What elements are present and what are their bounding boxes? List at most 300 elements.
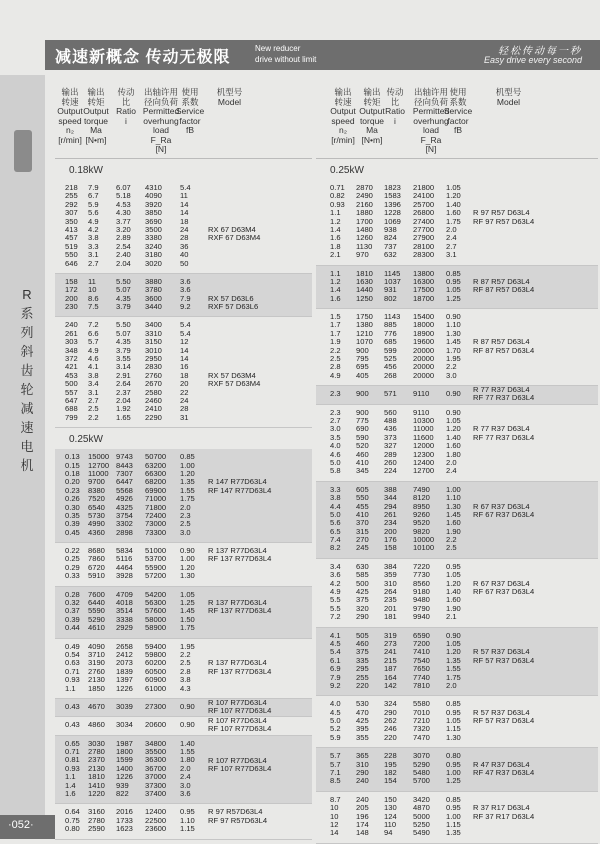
table-row: [316, 777, 598, 785]
header-cell-5: [443, 88, 473, 136]
table-cell: 3.3: [330, 484, 341, 494]
table-cell: 2760: [88, 666, 105, 676]
table-cell: 5.7: [330, 759, 341, 769]
table-cell: 3.6: [180, 789, 191, 799]
table-cell: 2.2: [330, 345, 341, 355]
table-cell: 2.7: [330, 415, 341, 425]
table-cell: 2.64: [116, 379, 131, 389]
table-cell: 20000: [413, 354, 435, 364]
table-cell: 410: [356, 457, 369, 467]
table-cell: 2412: [116, 649, 133, 659]
table-cell: 373: [384, 432, 397, 442]
model-label: R 67 R37 D63L4: [473, 501, 530, 511]
power-rating-label: 0.25kW: [330, 165, 364, 176]
table-cell: 5290: [413, 759, 430, 769]
table-cell: 1850: [88, 683, 105, 693]
table-cell: 0.35: [65, 510, 80, 520]
table-cell: 264: [384, 587, 397, 597]
model-label: RF 77 R37 D63L4: [473, 432, 535, 442]
table-cell: 1.05: [446, 183, 461, 192]
table-cell: 4.1: [330, 630, 341, 640]
table-cell: 18000: [413, 320, 435, 330]
table-cell: 57600: [145, 606, 167, 616]
table-cell: 1.40: [180, 738, 195, 748]
table-cell: 4670: [88, 701, 105, 711]
table-cell: 21800: [413, 183, 435, 192]
table-cell: 11000: [413, 424, 434, 434]
table-row: [55, 624, 312, 632]
table-cell: 1380: [356, 320, 373, 330]
table-cell: 500: [65, 379, 78, 389]
table-cell: 1.95: [446, 354, 461, 364]
table-cell: 1.20: [180, 468, 195, 478]
table-cell: 4.35: [116, 337, 131, 347]
table-cell: 20000: [413, 362, 435, 372]
model-label: RF 147 R77D63L4: [208, 485, 272, 495]
table-cell: 1.55: [446, 664, 461, 674]
table-cell: 20600: [145, 720, 167, 730]
table-cell: 690: [356, 424, 369, 434]
table-cell: 0.80: [446, 751, 461, 761]
table-cell: 54200: [145, 589, 167, 599]
table-cell: 1.6: [65, 789, 76, 799]
table-cell: 2.5: [446, 543, 457, 553]
table-cell: 3420: [413, 794, 430, 804]
header-line: 转速: [61, 96, 79, 107]
table-cell: 3780: [145, 285, 162, 295]
table-cell: 7307: [116, 468, 133, 478]
table-cell: 6.1: [330, 655, 341, 665]
table-row: [55, 303, 312, 311]
table-cell: 7540: [413, 655, 430, 665]
header-line: 机型号: [495, 87, 522, 97]
header-line: 使用: [181, 87, 199, 97]
header-line: 转速: [334, 96, 352, 107]
table-cell: 0.44: [65, 623, 80, 633]
header-line: 出轴许用: [143, 87, 178, 97]
table-cell: 3240: [145, 241, 162, 251]
table-cell: 350: [65, 216, 78, 226]
table-row: [316, 613, 598, 621]
table-cell: 270: [356, 535, 369, 545]
table-cell: 2.5: [180, 658, 191, 668]
table-cell: 7.9: [330, 672, 341, 682]
model-label: RF 97 R57D63L4: [208, 815, 268, 825]
table-cell: 4926: [116, 494, 133, 504]
table-cell: 4.3: [180, 683, 191, 693]
table-cell: 3928: [116, 571, 133, 581]
table-cell: 3.8: [330, 493, 341, 503]
table-cell: 1.45: [180, 606, 195, 616]
table-cell: 0.18: [65, 468, 80, 478]
table-group: [316, 266, 598, 310]
table-cell: 63200: [145, 460, 167, 470]
table-cell: 0.29: [65, 562, 80, 572]
table-cell: 2.3: [330, 407, 341, 417]
table-cell: 27300: [145, 701, 167, 711]
table-cell: 5590: [88, 606, 105, 616]
header-slogan-en: Easy drive every second: [483, 55, 582, 65]
table-cell: 1.10: [446, 493, 461, 503]
table-cell: 1.2: [330, 276, 341, 286]
header-line: Permitted: [142, 106, 180, 116]
table-cell: 520: [356, 441, 369, 451]
table-cell: 9180: [413, 587, 430, 597]
table-cell: 4.6: [88, 354, 99, 364]
table-cell: 5.4: [330, 647, 341, 657]
table-cell: 7.2: [330, 612, 341, 622]
table-cell: 8560: [413, 578, 430, 588]
header-line: [N•m]: [361, 134, 383, 145]
table-cell: 292: [65, 199, 78, 209]
table-cell: 5.4: [180, 328, 191, 338]
table-cell: 2.1: [330, 250, 341, 260]
header-line: overhung: [143, 115, 179, 126]
table-cell: 13800: [413, 268, 435, 278]
side-tab: [0, 75, 45, 815]
table-cell: 172: [65, 285, 78, 295]
table-cell: 1400: [116, 763, 133, 773]
table-cell: 7.5: [88, 302, 99, 312]
header-line: 使用: [449, 87, 467, 97]
header-line: overhung: [413, 115, 449, 126]
table-cell: 571: [384, 389, 397, 399]
model-label: RF 57 R37 D63L4: [473, 716, 535, 726]
table-cell: 0.54: [65, 649, 80, 659]
table-cell: 0.28: [65, 589, 80, 599]
table-cell: 15400: [413, 312, 435, 322]
table-cell: 0.71: [330, 183, 345, 192]
table-cell: 2780: [88, 815, 105, 825]
header-line: Ma: [90, 125, 102, 135]
table-cell: 1410: [88, 780, 105, 790]
table-cell: 0.30: [65, 502, 80, 512]
table-cell: 425: [356, 716, 369, 726]
table-cell: 4.4: [330, 501, 341, 511]
table-cell: 2.0: [180, 502, 191, 512]
table-cell: 66300: [145, 468, 167, 478]
table-cell: 3.8: [88, 370, 99, 380]
table-cell: 2460: [145, 395, 162, 405]
table-cell: 1.45: [446, 509, 461, 519]
table-cell: 0.43: [65, 720, 80, 730]
table-group: [55, 274, 312, 318]
table-cell: 0.93: [65, 675, 80, 685]
table-cell: 0.82: [330, 191, 345, 201]
table-cell: 20: [180, 379, 189, 389]
table-cell: 900: [356, 345, 369, 355]
table-cell: 1.35: [180, 477, 195, 487]
header-line: n₂: [338, 125, 348, 135]
table-cell: 261: [65, 328, 78, 338]
header-line: Output: [330, 106, 356, 116]
table-cell: 1800: [116, 747, 133, 757]
header-line: [N•m]: [85, 134, 107, 145]
table-cell: 560: [384, 407, 397, 417]
table-cell: 931: [384, 285, 397, 295]
table-column-right: [316, 88, 598, 844]
table-cell: 2490: [356, 191, 373, 201]
table-cell: 1.00: [446, 768, 461, 778]
table-cell: 4360: [88, 527, 105, 537]
table-cell: 3.79: [116, 345, 131, 355]
table-cell: 158: [65, 276, 78, 286]
table-cell: 3.20: [116, 224, 131, 234]
table-cell: 8.6: [88, 293, 99, 303]
table-cell: 1.9: [330, 337, 341, 347]
table-cell: 3600: [145, 293, 162, 303]
table-cell: 0.90: [446, 389, 461, 399]
table-cell: 453: [65, 370, 78, 380]
table-cell: 557: [65, 387, 78, 397]
table-cell: 5.07: [116, 328, 131, 338]
table-cell: 2590: [88, 824, 105, 834]
table-cell: 6.07: [116, 183, 131, 192]
model-label: R 137 R77D63L4: [208, 598, 267, 608]
table-cell: 970: [356, 250, 369, 260]
table-cell: 410: [356, 509, 369, 519]
table-cell: 182: [384, 768, 397, 778]
table-cell: 11: [88, 276, 96, 286]
table-row: [316, 467, 598, 475]
table-cell: 1.1: [330, 208, 341, 218]
table-cell: 1810: [88, 772, 105, 782]
table-cell: 36: [180, 241, 189, 251]
table-cell: 18700: [413, 293, 435, 303]
table-group: [316, 792, 598, 844]
table-cell: 9110: [413, 407, 430, 417]
table-cell: 1.30: [180, 571, 195, 581]
table-cell: 224: [384, 466, 397, 476]
model-label: R 137 R77D63L4: [208, 546, 267, 556]
table-cell: 260: [384, 457, 397, 467]
header-cell-2: [80, 88, 112, 145]
table-cell: 1143: [384, 312, 401, 322]
table-cell: 1226: [116, 772, 133, 782]
table-cell: 1.80: [446, 449, 461, 459]
table-group: [316, 386, 598, 404]
table-cell: 1623: [116, 824, 133, 834]
table-cell: 1839: [116, 666, 133, 676]
table-cell: 9520: [413, 518, 430, 528]
table-cell: 0.95: [446, 759, 461, 769]
table-cell: 24: [180, 395, 189, 405]
table-cell: 460: [356, 638, 369, 648]
table-cell: 11: [180, 191, 188, 201]
header-line: F_Ra: [420, 134, 442, 145]
table-cell: 1599: [116, 755, 133, 765]
table-cell: 9260: [413, 509, 430, 519]
table-cell: 150: [384, 794, 397, 804]
model-label: R 107 R77D63L4: [208, 697, 267, 707]
model-label: RF 107 R77D63L4: [208, 705, 272, 715]
table-cell: 7470: [413, 732, 430, 742]
table-cell: 2.2: [88, 412, 99, 422]
table-cell: 53700: [145, 554, 167, 564]
header-line: speed: [331, 115, 355, 126]
table-cell: 4990: [88, 519, 105, 529]
table-row: [316, 544, 598, 552]
table-cell: 525: [384, 354, 397, 364]
table-cell: 737: [384, 241, 397, 251]
header-line: Output: [57, 106, 83, 116]
table-cell: 68200: [145, 477, 167, 487]
model-label: R 137 R77D63L4: [208, 658, 267, 668]
table-cell: 0.33: [65, 571, 80, 581]
table-header: [55, 88, 312, 159]
table-cell: 3.14: [116, 362, 131, 372]
table-cell: 456: [384, 362, 397, 372]
table-cell: 22: [180, 387, 189, 397]
table-cell: 9480: [413, 595, 430, 605]
table-cell: 1.25: [446, 776, 461, 786]
table-cell: 36700: [145, 763, 167, 773]
table-cell: 0.95: [446, 276, 461, 286]
table-cell: 1.7: [330, 320, 341, 330]
table-cell: 1.40: [446, 587, 461, 597]
table-cell: 240: [65, 320, 78, 330]
table-cell: 23600: [145, 824, 167, 834]
table-cell: 7.2: [88, 320, 99, 330]
table-cell: 3.79: [116, 302, 131, 312]
table-cell: 5.0: [330, 509, 341, 519]
table-cell: 9790: [413, 603, 430, 613]
model-label: R 147 R77D63L4: [208, 477, 267, 487]
header-cell-3: [114, 88, 138, 126]
table-cell: 2.0: [446, 457, 457, 467]
table-cell: 421: [65, 362, 78, 372]
header-line: Ratio: [385, 106, 405, 116]
model-label: RX 57 D63M4: [208, 370, 256, 380]
table-cell: 303: [65, 337, 78, 347]
table-cell: 1220: [88, 789, 105, 799]
table-cell: 6720: [88, 562, 105, 572]
header-line: 出轴许用: [413, 87, 448, 97]
table-cell: 2.1: [446, 612, 457, 622]
header-line: 径向负荷: [143, 96, 178, 107]
table-cell: 0.93: [330, 199, 345, 209]
table-cell: 2.0: [446, 680, 457, 690]
table-cell: 2.8: [330, 362, 341, 372]
table-cell: 2016: [116, 807, 133, 817]
table-cell: 5.50: [116, 276, 131, 286]
table-cell: 8120: [413, 493, 430, 503]
table-cell: 3710: [88, 649, 105, 659]
table-cell: 5.7: [88, 337, 99, 347]
table-cell: 4.1: [88, 362, 99, 372]
table-cell: 1.6: [330, 293, 341, 303]
table-group: [316, 482, 598, 559]
table-cell: 1.40: [446, 199, 461, 209]
table-cell: 5834: [116, 546, 133, 556]
table-cell: 6440: [88, 598, 105, 608]
table-cell: 11000: [88, 468, 109, 478]
table-cell: 51000: [145, 546, 167, 556]
table-cell: 4.6: [330, 449, 341, 459]
table-cell: 307: [65, 208, 78, 218]
table-cell: 8.5: [330, 776, 341, 786]
header-line: load: [422, 125, 440, 135]
table-cell: 5.4: [180, 183, 191, 192]
table-cell: 12400: [413, 457, 435, 467]
table-cell: 31: [180, 412, 189, 422]
table-cell: 1.30: [446, 328, 461, 338]
table-cell: 0.15: [65, 460, 80, 470]
table-cell: 220: [356, 680, 369, 690]
table-cell: 2580: [145, 387, 162, 397]
table-cell: 3.77: [116, 216, 131, 226]
table-cell: 1630: [356, 276, 373, 286]
table-cell: 1.90: [446, 526, 461, 536]
table-group: [316, 559, 598, 628]
table-cell: 9110: [413, 389, 430, 399]
table-cell: 630: [356, 561, 369, 571]
table-cell: 1.4: [330, 285, 341, 295]
table-cell: 10: [330, 811, 339, 821]
table-group: [316, 309, 598, 386]
table-cell: 6.5: [330, 526, 341, 536]
table-cell: 94: [384, 828, 393, 838]
table-cell: 7320: [413, 724, 430, 734]
table-cell: 5.6: [330, 518, 341, 528]
table-row: [55, 825, 312, 833]
table-group: [55, 717, 312, 735]
table-cell: 2780: [88, 747, 105, 757]
table-cell: 795: [356, 354, 369, 364]
table-cell: 71800: [145, 502, 167, 512]
header-line: 传动: [386, 87, 404, 97]
table-cell: 8380: [88, 485, 105, 495]
table-cell: 36300: [145, 755, 167, 765]
table-cell: 24100: [413, 191, 435, 201]
table-cell: 7220: [413, 561, 430, 571]
header-line: fB: [453, 125, 463, 135]
header-line: factor: [179, 115, 201, 126]
table-cell: 1583: [384, 191, 401, 201]
table-cell: 6.9: [330, 664, 341, 674]
header-line: 传动: [117, 87, 135, 97]
table-cell: 12400: [145, 807, 167, 817]
table-cell: 3.0: [330, 424, 341, 434]
table-cell: 327: [384, 441, 397, 451]
table-cell: 3070: [413, 751, 430, 761]
table-cell: 0.90: [446, 312, 461, 322]
table-cell: 1.00: [180, 554, 195, 564]
header-subtitle-line-2: drive without limit: [255, 55, 317, 64]
table-cell: 2.7: [446, 241, 457, 251]
model-label: RXF 67 D63M4: [208, 233, 261, 243]
table-cell: 2073: [116, 658, 133, 668]
header-slogan: 轻松传动每一秒: [498, 46, 582, 57]
table-cell: 2.5: [88, 404, 99, 414]
table-cell: 310: [356, 759, 369, 769]
header-cell-1: [328, 88, 358, 145]
model-label: RF 137 R77D63L4: [208, 606, 272, 616]
table-cell: 7.1: [330, 768, 341, 778]
table-cell: 230: [65, 302, 78, 312]
table-cell: 0.23: [65, 485, 80, 495]
table-cell: 268: [384, 370, 397, 380]
table-cell: 5116: [116, 554, 133, 564]
table-cell: 505: [356, 630, 369, 640]
table-cell: 0.90: [180, 720, 195, 730]
table-cell: 3180: [145, 250, 162, 260]
table-cell: 14: [180, 345, 189, 355]
table-cell: 1.20: [446, 424, 461, 434]
table-cell: 0.49: [65, 641, 80, 651]
table-cell: 1.1: [330, 268, 341, 278]
table-cell: 1823: [384, 183, 401, 192]
